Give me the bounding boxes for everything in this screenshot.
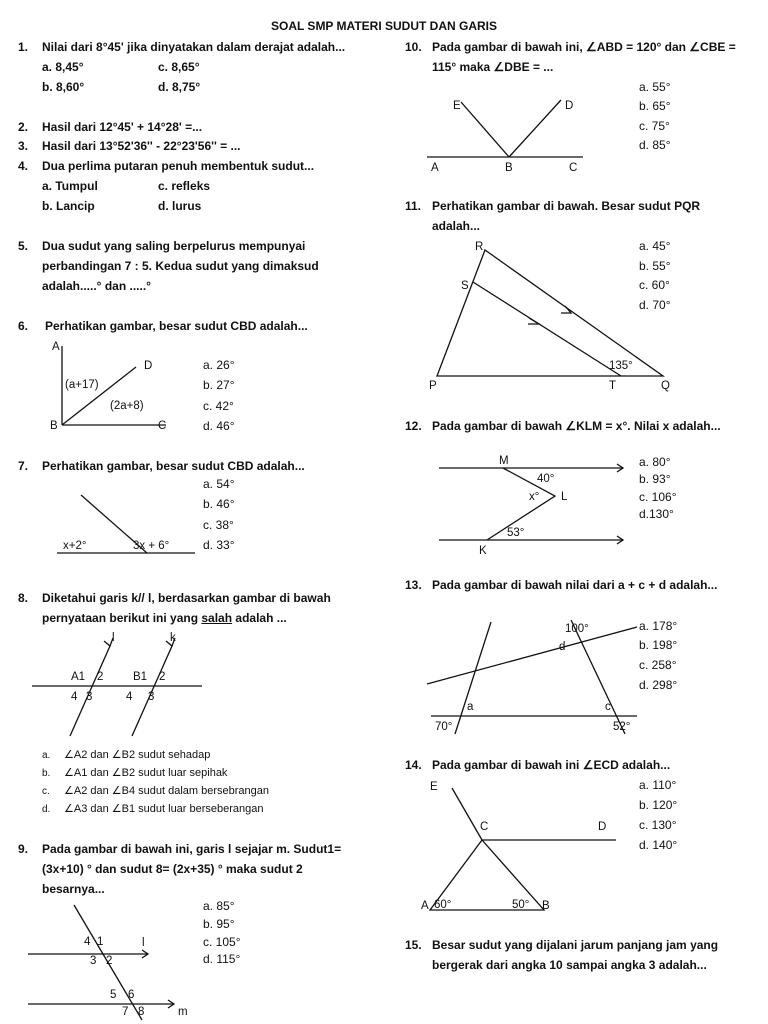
q6-angle-2: (2a+8) [110, 400, 144, 412]
q15-line-2: bergerak dari angka 10 sampai angka 3 adalah... [432, 958, 707, 972]
q6-option-d: d. 46° [203, 419, 235, 433]
q14-label-a: A [421, 900, 429, 912]
q8-label-a1: A1 [71, 671, 86, 683]
q12-option-b: b. 93° [639, 472, 671, 486]
q14-angle-50: 50° [512, 899, 530, 911]
q8-label-b2: 2 [159, 671, 166, 683]
q8-label-a3: 3 [86, 691, 93, 703]
q9-label-m: m [178, 1006, 188, 1018]
q12-text: Pada gambar di bawah ∠KLM = x°. Nilai x adalah... [432, 419, 721, 433]
q14-text: Pada gambar di bawah ini ∠ECD adalah... [432, 758, 671, 772]
q6-label-a: A [52, 341, 60, 353]
q8-option-d: ∠A3 dan ∠B1 sudut luar berseberangan [64, 803, 264, 815]
q10-line-be [461, 102, 509, 157]
q9-angle-3: 3 [90, 955, 97, 967]
q12-angle-40: 40° [537, 473, 555, 485]
q6-line-bd [62, 367, 136, 425]
q12-label-k: K [479, 545, 487, 557]
q12-option-a: a. 80° [639, 455, 671, 469]
q4-number: 4. [18, 159, 29, 173]
q10-option-c: c. 75° [639, 119, 670, 133]
q11-triangle-pqr [437, 250, 663, 376]
q6-text: Perhatikan gambar, besar sudut CBD adalah... [45, 319, 308, 333]
q8-label-b1: B1 [133, 671, 148, 683]
q5-line-3: adalah.....° dan .....° [42, 279, 151, 293]
q12-label-l: L [561, 491, 568, 503]
q13-angle-100: 100° [565, 623, 589, 635]
q9-angle-5: 5 [110, 989, 117, 1001]
q10-line-bd [509, 100, 561, 157]
q6-option-a: a. 26° [203, 358, 235, 372]
q11-arrow-st [528, 318, 539, 324]
q8-option-a-letter: a. [42, 750, 51, 761]
q8-option-d-letter: d. [42, 804, 51, 815]
q13-option-d: d. 298° [639, 678, 678, 692]
q11-label-q: Q [661, 380, 670, 392]
q5-number: 5. [18, 239, 29, 253]
q15-number: 15. [405, 938, 422, 952]
q9-label-l: l [142, 937, 145, 949]
q10-label-d: D [565, 100, 574, 112]
q6-label-c: C [158, 420, 167, 432]
q9-angle-6: 6 [128, 989, 135, 1001]
q10-option-b: b. 65° [639, 99, 671, 113]
q6-figure [40, 336, 180, 436]
q11-label-t: T [609, 380, 617, 392]
q6-label-b: B [50, 420, 58, 432]
q12-option-c: c. 106° [639, 490, 677, 504]
q8-label-l: l [112, 632, 115, 644]
q13-figure [425, 610, 640, 740]
q8-line-1: Diketahui garis k// l, berdasarkan gambar di bawah [42, 591, 331, 605]
q10-figure [425, 92, 590, 177]
q7-number: 7. [18, 459, 29, 473]
q10-label-b: B [505, 162, 513, 174]
q11-option-b: b. 55° [639, 259, 671, 273]
q1-option-b: b. 8,60° [42, 80, 85, 94]
q14-label-b: B [542, 900, 550, 912]
q7-text: Perhatikan gambar, besar sudut CBD adalah... [42, 459, 305, 473]
q8-option-c-letter: c. [42, 786, 50, 797]
q14-option-b: b. 120° [639, 798, 678, 812]
q8-figure [28, 628, 208, 738]
q9-angle-7: 7 [122, 1006, 129, 1018]
q8-label-b4: 4 [126, 691, 133, 703]
q10-option-a: a. 55° [639, 80, 671, 94]
q8-option-a: ∠A2 dan ∠B2 sudut sehadap [64, 749, 211, 761]
q13-option-c: c. 258° [639, 658, 677, 672]
q14-label-e: E [430, 781, 438, 793]
q13-option-a: a. 178° [639, 619, 678, 633]
q8-label-k: k [170, 632, 176, 644]
q13-label-c: c [605, 701, 611, 713]
q11-angle-135: 135° [609, 360, 633, 372]
q15-line-1: Besar sudut yang dijalani jarum panjang jam yang [432, 938, 719, 952]
q10-label-e: E [453, 100, 461, 112]
q8-line-2-post: adalah ... [232, 611, 287, 625]
q5-line-2: perbandingan 7 : 5. Kedua sudut yang dimaksud [42, 259, 319, 273]
q7-angle-2: 3x + 6° [133, 540, 170, 552]
q11-option-d: d. 70° [639, 298, 671, 312]
q8-option-b: ∠A1 dan ∠B2 sudut luar sepihak [64, 767, 228, 779]
q6-option-b: b. 27° [203, 378, 235, 392]
q8-number: 8. [18, 591, 29, 605]
q8-underlined-word: salah [201, 611, 233, 625]
q2-number: 2. [18, 120, 29, 134]
q10-line-2: 115° maka ∠DBE = ... [432, 60, 554, 74]
q12-angle-x: x° [529, 491, 540, 503]
q1-option-a: a. 8,45° [42, 60, 84, 74]
q5-line-1: Dua sudut yang saling berpelurus mempunyai [42, 239, 306, 253]
q6-label-d: D [144, 360, 153, 372]
q8-line-2-pre: pernyataan berikut ini yang [42, 611, 202, 625]
q6-number: 6. [18, 319, 29, 333]
q14-figure [420, 776, 620, 916]
q2-text: Hasil dari 12°45' + 14°28' =... [42, 120, 203, 134]
q13-angle-52: 52° [613, 721, 631, 733]
q9-angle-2: 2 [106, 955, 113, 967]
q11-option-a: a. 45° [639, 239, 671, 253]
q13-angle-70: 70° [435, 721, 453, 733]
q10-label-c: C [569, 162, 578, 174]
q9-line-3: besarnya... [42, 882, 105, 896]
q14-label-c: C [480, 821, 489, 833]
q3-text: Hasil dari 13°52'36'' - 22°23'56'' = ... [42, 139, 241, 153]
q12-label-m: M [499, 455, 509, 467]
q1-option-c: c. 8,65° [158, 60, 200, 74]
q4-option-c: c. refleks [158, 179, 211, 193]
q11-label-r: R [475, 241, 484, 253]
q13-line-left [455, 622, 491, 734]
q13-option-b: b. 198° [639, 638, 678, 652]
q14-option-d: d. 140° [639, 838, 678, 852]
q4-option-b: b. Lancip [42, 199, 95, 213]
q12-angle-53: 53° [507, 527, 525, 539]
q11-line-st [473, 282, 621, 376]
q6-angle-1: (a+17) [65, 379, 99, 391]
q7-angle-1: x+2° [63, 540, 87, 552]
q13-label-d: d [559, 641, 566, 653]
q4-option-a: a. Tumpul [42, 179, 98, 193]
q9-line-1: Pada gambar di bawah ini, garis l sejajar m. Sudut1= [42, 842, 342, 856]
q9-angle-1: 1 [97, 936, 104, 948]
q8-option-c: ∠A2 dan ∠B4 sudut dalam bersebrangan [64, 785, 270, 797]
q8-label-b3: 3 [148, 691, 155, 703]
q9-number: 9. [18, 842, 29, 856]
q12-option-d: d.130° [639, 507, 674, 521]
q12-number: 12. [405, 419, 422, 433]
q9-line-2: (3x+10) ° dan sudut 8= (2x+35) ° maka sudut 2 [42, 862, 303, 876]
q12-figure [435, 450, 635, 560]
q1-text: Nilai dari 8°45' jika dinyatakan dalam derajat adalah... [42, 40, 346, 54]
q14-option-c: c. 130° [639, 818, 677, 832]
q9-option-b: b. 95° [203, 917, 235, 931]
q11-number: 11. [405, 199, 422, 213]
q14-option-a: a. 110° [639, 778, 677, 792]
q9-option-d: d. 115° [203, 952, 241, 966]
q6-option-c: c. 42° [203, 399, 234, 413]
q10-number: 10. [405, 40, 422, 54]
q7-option-b: b. 46° [203, 497, 235, 511]
q8-label-a2: 2 [97, 671, 104, 683]
q11-label-s: S [461, 280, 469, 292]
q7-option-c: c. 38° [203, 518, 234, 532]
q4-text: Dua perlima putaran penuh membentuk sudut... [42, 159, 315, 173]
q7-option-a: a. 54° [203, 477, 235, 491]
q13-line-top [427, 627, 637, 684]
q9-figure [24, 900, 199, 1022]
q7-figure [55, 490, 200, 560]
q13-label-a: a [467, 701, 474, 713]
q11-line-2: adalah... [432, 219, 481, 233]
q1-number: 1. [18, 40, 29, 54]
q3-number: 3. [18, 139, 29, 153]
q11-option-c: c. 60° [639, 278, 670, 292]
q11-label-p: P [429, 380, 437, 392]
q9-angle-8: 8 [138, 1006, 145, 1018]
q13-number: 13. [405, 578, 422, 592]
q14-line-ec [452, 788, 482, 840]
q8-label-a4: 4 [71, 691, 78, 703]
q4-option-d: d. lurus [158, 199, 202, 213]
q7-option-d: d. 33° [203, 538, 235, 552]
q10-option-d: d. 85° [639, 138, 671, 152]
q1-option-d: d. 8,75° [158, 80, 201, 94]
q14-number: 14. [405, 758, 422, 772]
q8-option-b-letter: b. [42, 768, 51, 779]
page-title: SOAL SMP MATERI SUDUT DAN GARIS [270, 19, 497, 33]
q10-line-1: Pada gambar di bawah ini, ∠ABD = 120° dan ∠CBE = [432, 40, 736, 54]
q14-angle-60: 60° [434, 899, 452, 911]
q10-label-a: A [431, 162, 439, 174]
q9-option-c: c. 105° [203, 935, 241, 949]
q13-text: Pada gambar di bawah nilai dari a + c + d adalah... [432, 578, 718, 592]
q14-label-d: D [598, 821, 607, 833]
q8-line-2 [42, 611, 287, 626]
q9-option-a: a. 85° [203, 899, 235, 913]
q11-line-1: Perhatikan gambar di bawah. Besar sudut PQR [432, 199, 701, 213]
q9-angle-4: 4 [84, 936, 91, 948]
